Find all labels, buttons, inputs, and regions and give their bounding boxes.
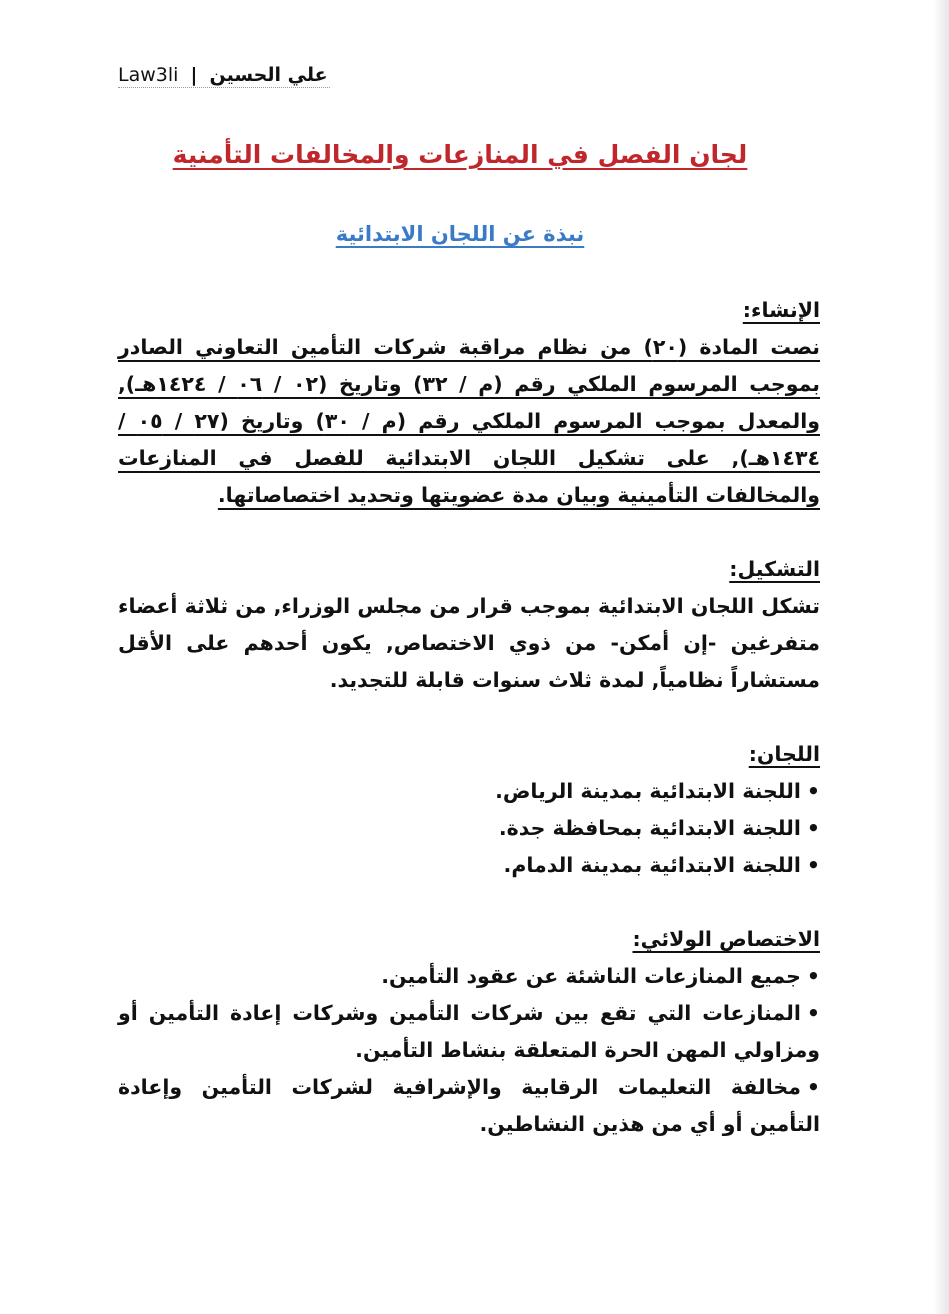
jurisdiction-item-violations: مخالفة التعليمات الرقابية والإشرافية لشركات التأمين وإعادة التأمين أو أي من هذين النشاطين. [118, 1075, 820, 1136]
section-formation [118, 551, 820, 699]
jurisdiction-item-disputes: المنازعات التي تقع بين شركات التأمين وشركات إعادة التأمين أو ومزاولي المهن الحرة المتعلقة بنشاط التأمين. [118, 1001, 820, 1062]
jurisdiction-heading: الاختصاص الولائي: [632, 927, 820, 951]
section-committees [118, 736, 820, 884]
list-item [118, 995, 820, 1069]
list-item [118, 847, 820, 884]
formation-heading: التشكيل: [729, 557, 820, 581]
document-title-text: لجان الفصل في المنازعات والمخالفات التأمنية [172, 140, 748, 169]
jurisdiction-item-contracts: جميع المنازعات الناشئة عن عقود التأمين. [381, 964, 801, 988]
bullet-icon: • [806, 1001, 820, 1025]
brand-name: Law3li [118, 64, 179, 86]
page-header [118, 64, 330, 88]
list-item [118, 810, 820, 847]
author-name: علي الحسين [209, 64, 328, 86]
committees-heading: اللجان: [748, 742, 820, 766]
formation-text: تشكل اللجان الابتدائية بموجب قرار من مجلس الوزراء, من ثلاثة أعضاء متفرغين -إن أمكن- من ذوي الاختصاص, يكون أحدهم على الأقل مستشاراً نظامياً, لمدة ثلاث سنوات قابلة للتجديد. [118, 594, 820, 692]
bullet-icon: • [806, 964, 820, 988]
bullet-icon: • [806, 1075, 820, 1099]
list-item [118, 773, 820, 810]
committee-item-jeddah: اللجنة الابتدائية بمحافظة جدة. [498, 816, 801, 840]
document-title [100, 140, 820, 169]
list-item [118, 1069, 820, 1143]
list-item [118, 958, 820, 995]
bullet-icon: • [806, 853, 820, 877]
section-jurisdiction [118, 921, 820, 1143]
bullet-icon: • [806, 779, 820, 803]
committee-item-riyadh: اللجنة الابتدائية بمدينة الرياض. [495, 779, 801, 803]
section-establishment [118, 292, 820, 514]
page-edge-shadow [933, 0, 949, 1314]
document-subtitle [100, 222, 820, 246]
document-body [118, 292, 820, 1180]
establishment-text: نصت المادة (٢٠) من نظام مراقبة شركات التأمين التعاوني الصادر بموجب المرسوم الملكي رقم (م / ٣٢) وتاريخ (٠٢ / ٠٦ / ١٤٢٤هـ), والمعدل بموجب المرسوم الملكي رقم (م / ٣٠) وتاريخ (٢٧ / ٠٥ / ١٤٣٤هـ), على تشكيل اللجان الابتدائية للفصل في المنازعات والمخالفات التأمينية وبيان مدة عضويتها وتحديد اختصاصاتها. [118, 335, 821, 507]
committee-item-dammam: اللجنة الابتدائية بمدينة الدمام. [503, 853, 801, 877]
establishment-heading: الإنشاء: [742, 298, 820, 322]
document-subtitle-text: نبذة عن اللجان الابتدائية [335, 222, 585, 246]
header-separator: | [190, 64, 198, 86]
bullet-icon: • [806, 816, 820, 840]
